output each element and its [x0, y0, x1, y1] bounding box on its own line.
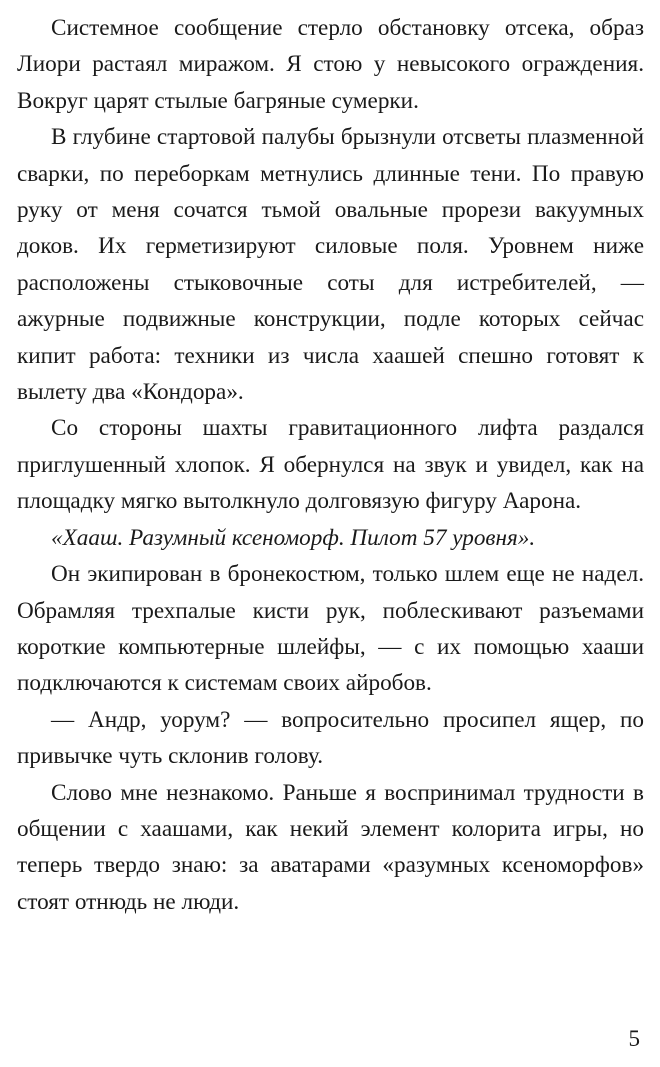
paragraph-system-message: Системное сообщение стерло обстановку отсека, образ Лиори растаял миражом. Я стою у невысокого ограждения. Вокруг царят стылые багряные сумерки. — [17, 15, 644, 114]
paragraph-armor-suit: Он экипирован в бронекостюм, только шлем еще не надел. Обрамляя трехпалые кисти рук, поблескивают разъемами короткие компьютерные шлейфы, — с их помощью хааши подключаются к системам своих айробов. — [17, 561, 644, 697]
page-text — [17, 10, 644, 920]
paragraph-unknown-word: Слово мне незнакомо. Раньше я воспринимал трудности в общении с хаашами, как некий элемент колорита игры, но теперь твердо знаю: за аватарами «разумных ксеноморфов» стоят отнюдь не люди. — [17, 779, 644, 915]
paragraph-dialogue: — Андр, уорум? — вопросительно просипел ящер, по привычке чуть склонив голову. — [17, 706, 644, 770]
paragraph-launch-deck: В глубине стартовой палубы брызнули отсветы плазменной сварки, по переборкам метнулись длинные тени. По правую руку от меня сочатся тьмой овальные прорези вакуумных доков. Их герметизируют силовые поля. Уровнем ниже расположены стыковочные соты для истребителей, — ажурные подвижные конструкции, подле которых сейчас кипит работа: техники из числа хаашей спешно готовят к вылету два «Кондора». — [17, 124, 644, 406]
paragraph-lift-shaft: Со стороны шахты гравитационного лифта раздался приглушенный хлопок. Я обернулся на звук и увидел, как на площадку мягко вытолкнуло долговязую фигуру Аарона. — [17, 415, 644, 515]
page-number: 5 — [628, 1026, 640, 1051]
paragraph-character-info: «Хааш. Разумный ксеноморф. Пилот 57 уровня». — [51, 524, 536, 551]
